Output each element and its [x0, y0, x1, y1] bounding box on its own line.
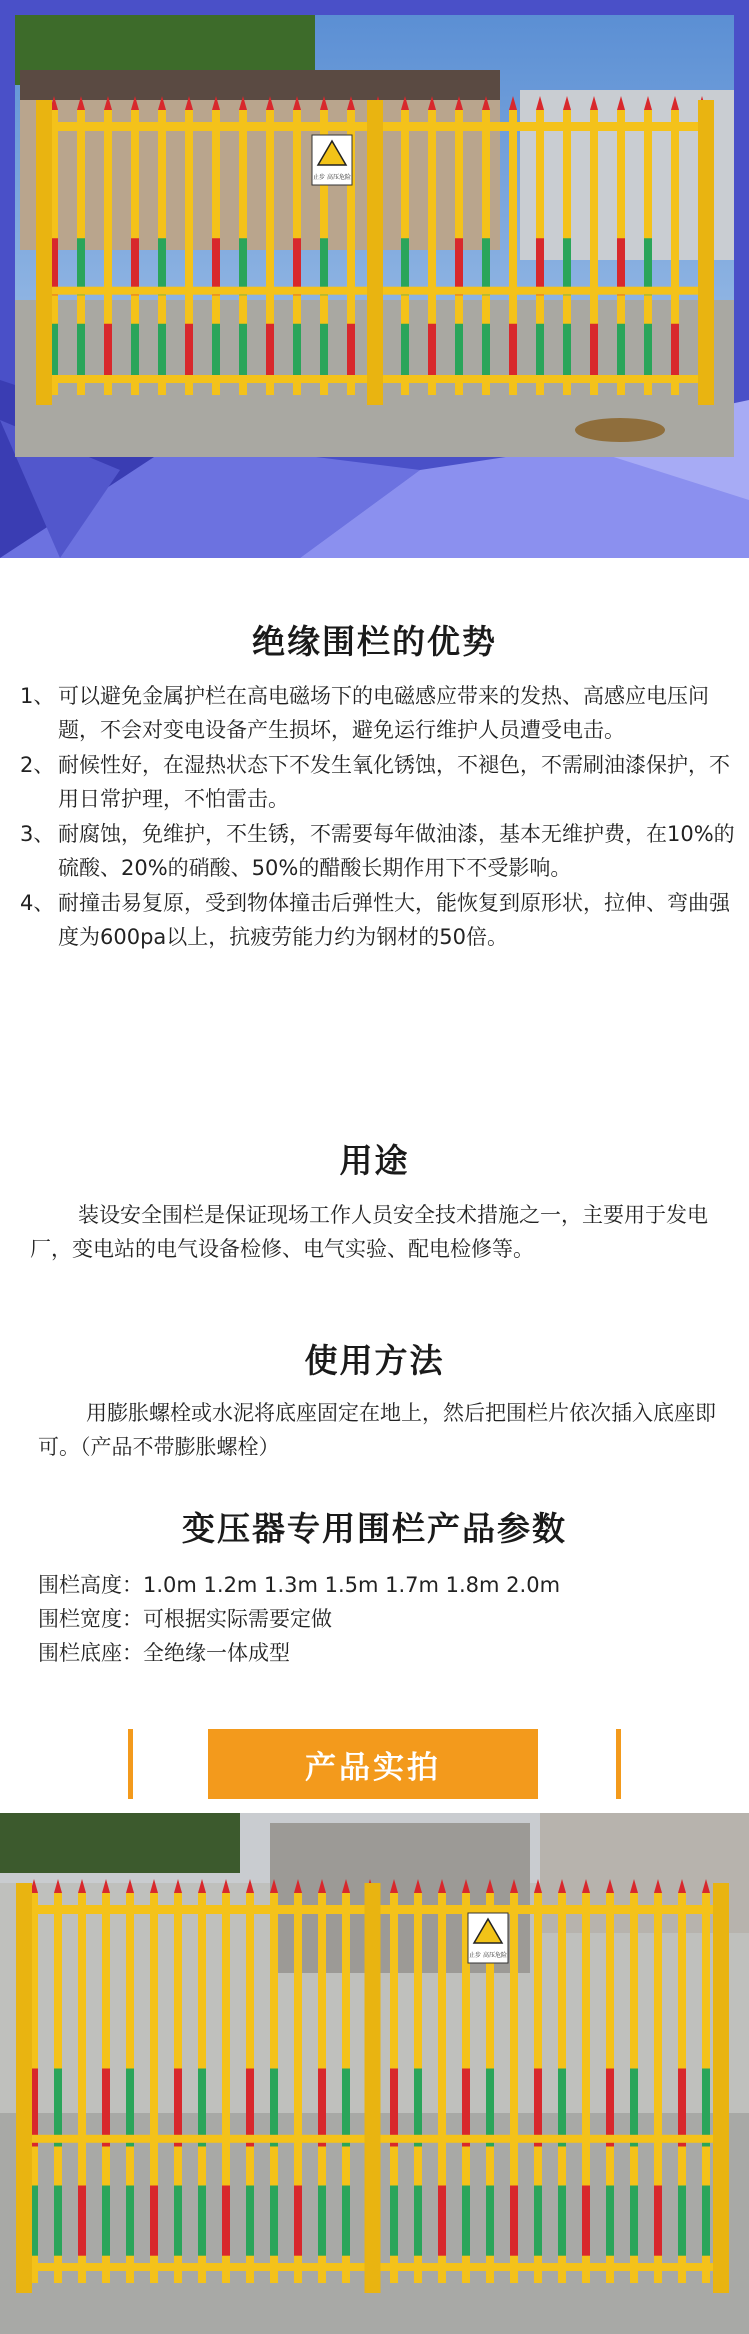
- usage-text: 装设安全围栏是保证现场工作人员安全技术措施之一，主要用于发电厂，变电站的电气设备检修、电气实验、配电检修等。: [30, 1203, 708, 1261]
- warning-sign-text: 止步 高压危险: [469, 1952, 507, 1959]
- usage-title: 用途: [339, 1141, 410, 1180]
- banner-left-bar: [128, 1729, 133, 1799]
- advantages-list: [20, 680, 735, 956]
- list-item: 3、 耐腐蚀，免维护，不生锈，不需要每年做油漆，基本无维护费，在10%的硫酸、20%的硝酸、50%的醋酸长期作用下不受影响。: [20, 822, 735, 880]
- banner-right-bar: [616, 1729, 621, 1799]
- advantages-title: 绝缘围栏的优势: [252, 622, 497, 661]
- param-base: 围栏底座：全绝缘一体成型: [38, 1641, 290, 1665]
- list-item: 2、 耐候性好，在湿热状态下不发生氧化锈蚀，不褪色，不需刷油漆保护，不用日常护理，不怕雷击。: [20, 753, 730, 811]
- method-text: 用膨胀螺栓或水泥将底座固定在地上，然后把围栏片依次插入底座即可。（产品不带膨胀螺栓）: [38, 1401, 716, 1459]
- param-width: 围栏宽度：可根据实际需要定做: [38, 1607, 332, 1631]
- method-title: 使用方法: [304, 1341, 445, 1380]
- warning-sign-text: 止步 高压危险: [313, 174, 351, 181]
- list-item: 1、 可以避免金属护栏在高电磁场下的电磁感应带来的发热、高感应电压问题，不会对变电设备产生损坏，避免运行维护人员遭受电击。: [20, 684, 709, 742]
- product-photo: [0, 1813, 749, 2334]
- params-title: 变压器专用围栏产品参数: [182, 1509, 567, 1548]
- hero-photo: [0, 0, 749, 558]
- param-height: 围栏高度：1.0m 1.2m 1.3m 1.5m 1.7m 1.8m 2.0m: [38, 1573, 561, 1597]
- product-photo-banner: 产品实拍: [208, 1729, 538, 1799]
- list-item: 4、 耐撞击易复原，受到物体撞击后弹性大，能恢复到原形状，拉伸、弯曲强度为600pa以上，抗疲劳能力约为钢材的50倍。: [20, 891, 730, 949]
